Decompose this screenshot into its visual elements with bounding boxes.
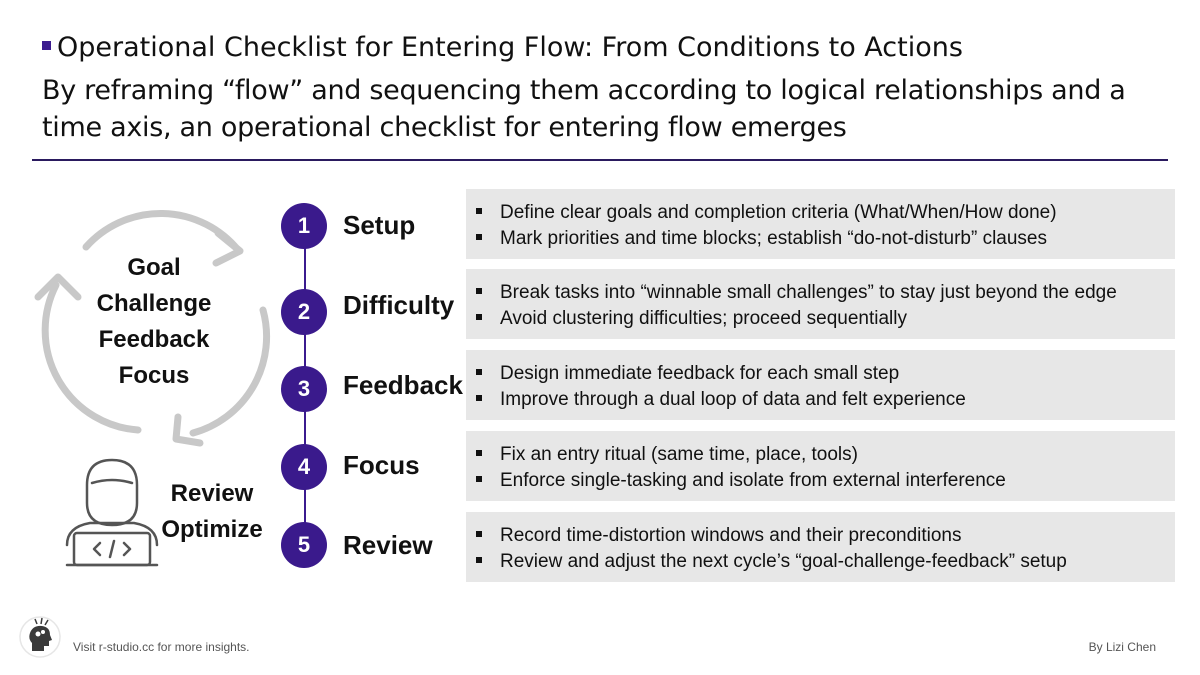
step-3-box	[466, 350, 1175, 420]
page-title	[42, 30, 1162, 66]
footer-author: By Lizi Chen	[1088, 640, 1156, 654]
cycle-item-challenge: Challenge	[96, 290, 212, 317]
review-label: Review	[170, 480, 254, 507]
step-2-point-2: Avoid clustering difficulties; proceed sequentially	[476, 306, 1117, 332]
step-4-number: 4	[281, 444, 327, 490]
step-5-box	[466, 512, 1175, 582]
brain-head-logo-icon	[18, 615, 62, 659]
optimize-label: Optimize	[161, 516, 263, 543]
title-bullet-square	[42, 41, 51, 50]
step-1-point-1: Define clear goals and completion criteria (What/When/How done)	[476, 200, 1057, 226]
cycle-labels	[78, 250, 230, 394]
cycle-item-focus: Focus	[118, 362, 190, 389]
step-2-label: Difficulty	[343, 290, 455, 320]
step-2-point-1: Break tasks into “winnable small challenges” to stay just beyond the edge	[476, 280, 1117, 306]
step-2-box	[466, 269, 1175, 339]
page-title-text: Operational Checklist for Entering Flow: From Conditions to Actions	[57, 32, 963, 63]
step-5-label: Review	[343, 530, 433, 560]
step-1-box	[466, 189, 1175, 259]
step-4-label: Focus	[343, 450, 420, 480]
person-laptop-icon	[62, 455, 162, 573]
step-1-label: Setup	[343, 210, 416, 240]
footer-link-text[interactable]: Visit r-studio.cc for more insights.	[73, 640, 250, 654]
step-4-box	[466, 431, 1175, 501]
step-5-point-1: Record time-distortion windows and their preconditions	[476, 523, 1067, 549]
cycle-item-goal: Goal	[127, 254, 181, 281]
step-3-point-2: Improve through a dual loop of data and felt experience	[476, 387, 966, 413]
step-1-number: 1	[281, 203, 327, 249]
step-3-point-1: Design immediate feedback for each small step	[476, 361, 966, 387]
step-3-number: 3	[281, 366, 327, 412]
step-2-number: 2	[281, 289, 327, 335]
step-3-label: Feedback	[343, 370, 463, 400]
header-divider	[32, 159, 1168, 161]
step-4-point-1: Fix an entry ritual (same time, place, tools)	[476, 442, 1006, 468]
step-1-point-2: Mark priorities and time blocks; establish “do-not-disturb” clauses	[476, 226, 1057, 252]
review-labels	[150, 476, 274, 548]
step-5-point-2: Review and adjust the next cycle’s “goal-challenge-feedback” setup	[476, 549, 1067, 575]
cycle-item-feedback: Feedback	[98, 326, 210, 353]
step-5-number: 5	[281, 522, 327, 568]
step-4-point-2: Enforce single-tasking and isolate from external interference	[476, 468, 1006, 494]
page-subtitle: By reframing “flow” and sequencing them according to logical relationships and a time axis, an operational checklist for entering flow emerges	[42, 75, 1126, 143]
